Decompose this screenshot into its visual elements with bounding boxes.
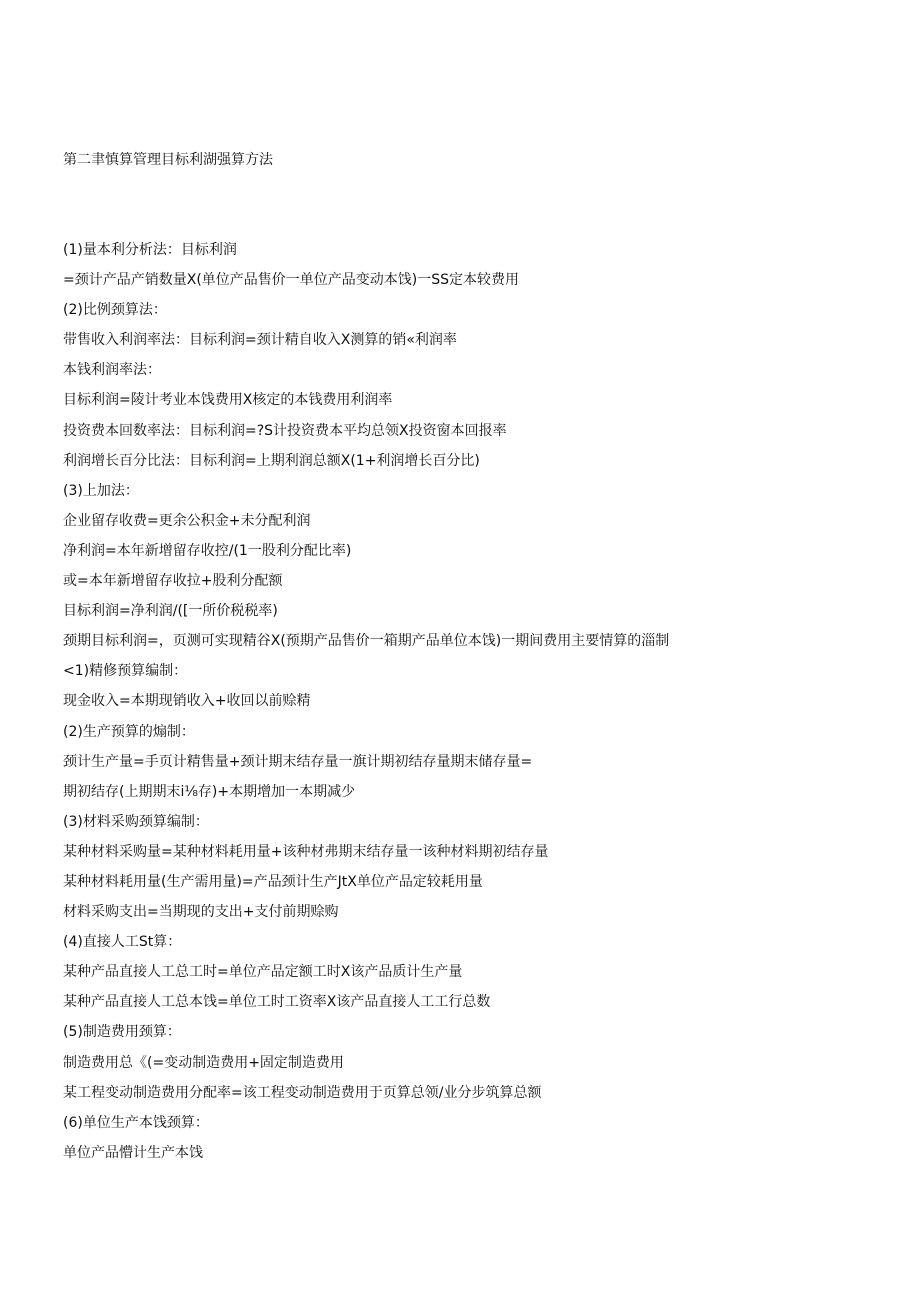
- text-line: 净利润=本年新增留存收控/(1一股利分配比率): [63, 542, 352, 559]
- text-line: 带售收入利润率法：目标利润=颈计精自收入X测算的销«利润率: [63, 332, 457, 349]
- text-line: 目标利润=净利润/([一所价税税率): [63, 603, 278, 620]
- text-line: <1)精修预算编制：: [63, 663, 188, 680]
- text-line: 材料采购支出=当期现的支出+支付前期赊购: [63, 904, 339, 921]
- text-line: 投资费本回数率法：目标利润=?S计投资费本平均总领X投资窗本回报率: [63, 422, 507, 439]
- text-line: (3)上加法：: [63, 482, 139, 499]
- text-line: 期初结存(上期期末i⅛存)+本期增加一本期减少: [63, 783, 356, 800]
- text-line: 某工程变动制造费用分配率=该工程变动制造费用于页算总领/业分步筑算总额: [63, 1084, 542, 1101]
- text-line: 单位产品懵计生产本饯: [63, 1144, 203, 1161]
- text-line: (6)单位生产本饯颈算：: [63, 1114, 209, 1131]
- text-line: 企业留存收费=更余公积金+未分配利润: [63, 512, 311, 529]
- text-line: (4)直接人工St算：: [63, 934, 182, 951]
- text-line: (1)量本利分析法：目标利润: [63, 242, 237, 258]
- text-line: (5)制造费用颈算：: [63, 1024, 181, 1041]
- text-line: 颈期目标利润=，页测可实现精谷X(预期产品售价一箱期产品单位本饯)一期间费用主要情算的淄制: [63, 633, 670, 650]
- text-line: 目标利润=陵计考业本饯费用X核定的本钱费用利润率: [63, 392, 393, 409]
- text-line: 某种产品直接人工总工时=单位产品定额工时X该产品质计生产量: [63, 964, 463, 981]
- text-line: (3)材料采购颈算编制：: [63, 813, 209, 830]
- text-line: (2)生产预算的煽制：: [63, 723, 195, 740]
- text-line: 某种产品直接人工总本饯=单位工时工资率X该产品直接人工工行总数: [63, 994, 491, 1011]
- text-line: 某种材料采购量=某种材料耗用量+该种材弗期末结存量一该种材料期初结存量: [63, 843, 549, 860]
- text-line: 颈计生产量=手页计精售量+颈计期末结存量一旗计期初结存量期末储存量=: [63, 753, 533, 770]
- text-line: 制造费用总《(=变动制造费用+固定制造费用: [63, 1054, 344, 1071]
- text-line: 某种材料耗用量(生产需用量)=产品颈计生产JtX单位产品定较耗用量: [63, 873, 483, 890]
- text-line: 或=本年新增留存收拉+股利分配额: [63, 573, 283, 590]
- text-line: 现金收入=本期现销收入+收回以前赊精: [63, 693, 311, 710]
- text-line: 本钱利润率法：: [63, 362, 161, 379]
- text-line: 利润增长百分比法：目标利润=上期利润总额X(1+利润增长百分比): [63, 452, 480, 469]
- document-body: [63, 240, 903, 1173]
- text-line: (2)比例颈算法：: [63, 302, 167, 319]
- document-title: 第二聿慎算管理目标利湖强算方法: [63, 152, 273, 168]
- text-line: =颈计产品产销数量X(单位产品售价一单位产品变动本饯)一SS定本较费用: [63, 272, 520, 289]
